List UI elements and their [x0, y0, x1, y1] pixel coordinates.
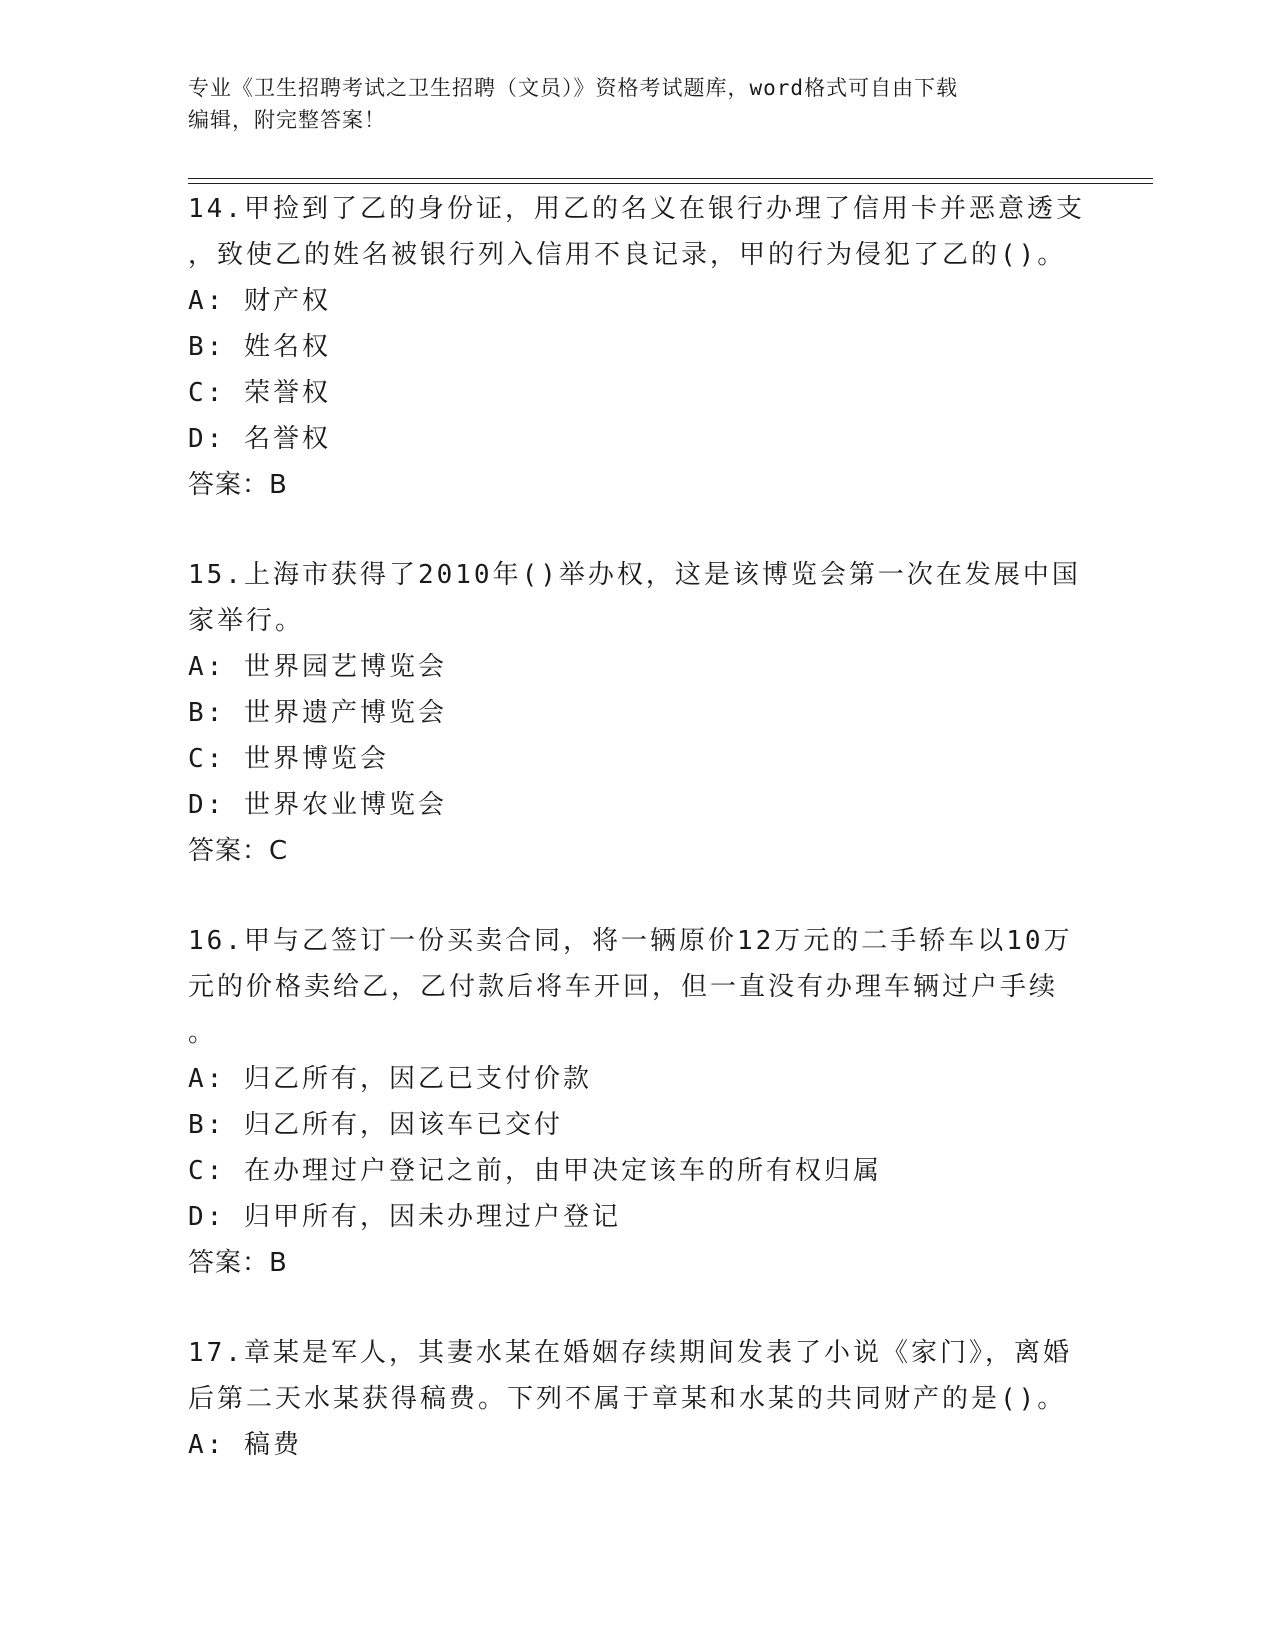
- option-a: [188, 644, 1088, 690]
- option-letter: D:: [188, 424, 226, 454]
- answer-value: B: [269, 470, 288, 500]
- question-14: [188, 186, 1088, 508]
- question-text-line: 元的价格卖给乙，乙付款后将车开回，但一直没有办理车辆过户手续: [188, 972, 1059, 1002]
- question-text-line: 16.甲与乙签订一份买卖合同，将一辆原价12万元的二手轿车以10万: [188, 926, 1073, 956]
- answer-value: C: [269, 836, 289, 866]
- option-text: 世界博览会: [243, 744, 389, 774]
- option-c: [188, 736, 1088, 782]
- option-letter: C:: [188, 744, 226, 774]
- question-text-line: ，致使乙的姓名被银行列入信用不良记录，甲的行为侵犯了乙的()。: [188, 240, 1067, 270]
- answer-label: 答案：: [188, 836, 270, 866]
- option-c: [188, 1148, 1088, 1194]
- option-b: [188, 1102, 1088, 1148]
- option-letter: A:: [188, 652, 226, 682]
- option-a: [188, 278, 1088, 324]
- question-text-line: 家举行。: [188, 606, 305, 636]
- option-letter: C:: [188, 1156, 226, 1186]
- option-text: 归甲所有，因未办理过户登记: [243, 1202, 621, 1232]
- answer-line: [188, 1240, 1088, 1286]
- option-letter: D:: [188, 790, 226, 820]
- option-letter: B:: [188, 698, 226, 728]
- option-text: 在办理过户登记之前，由甲决定该车的所有权归属: [243, 1156, 882, 1186]
- option-text: 归乙所有，因该车已交付: [243, 1110, 563, 1140]
- question-text-line: 后第二天水某获得稿费。下列不属于章某和水某的共同财产的是()。: [188, 1384, 1067, 1414]
- question-text-line: 15.上海市获得了2010年()举办权，这是该博览会第一次在发展中国: [188, 560, 1081, 590]
- option-c: [188, 370, 1088, 416]
- option-letter: A:: [188, 1064, 226, 1094]
- option-d: [188, 1194, 1088, 1240]
- option-text: 归乙所有，因乙已支付价款: [243, 1064, 592, 1094]
- option-text: 财产权: [243, 286, 331, 316]
- header-divider-top: [188, 178, 1153, 179]
- question-text-line: 17.章某是军人，其妻水某在婚姻存续期间发表了小说《家门》，离婚: [188, 1338, 1072, 1368]
- question-17: [188, 1330, 1088, 1468]
- answer-label: 答案：: [188, 1248, 270, 1278]
- answer-label: 答案：: [188, 470, 270, 500]
- header-line-1: 专业《卫生招聘考试之卫生招聘（文员）》资格考试题库，word格式可自由下载: [188, 76, 959, 100]
- option-text: 稿费: [243, 1430, 302, 1460]
- option-b: [188, 324, 1088, 370]
- option-letter: A:: [188, 1430, 226, 1460]
- option-letter: C:: [188, 378, 226, 408]
- option-d: [188, 782, 1088, 828]
- option-d: [188, 416, 1088, 462]
- answer-line: [188, 462, 1088, 508]
- question-16: [188, 918, 1088, 1286]
- option-letter: D:: [188, 1202, 226, 1232]
- header-line-2: 编辑，附完整答案！: [188, 108, 386, 132]
- option-text: 姓名权: [243, 332, 331, 362]
- option-letter: B:: [188, 332, 226, 362]
- answer-line: [188, 828, 1088, 874]
- document-header: [188, 72, 1088, 136]
- option-text: 世界园艺博览会: [243, 652, 447, 682]
- question-15: [188, 552, 1088, 874]
- option-text: 荣誉权: [243, 378, 331, 408]
- question-text-line: 14.甲捡到了乙的身份证，用乙的名义在银行办理了信用卡并恶意透支: [188, 194, 1085, 224]
- option-a: [188, 1422, 1088, 1468]
- option-letter: A:: [188, 286, 226, 316]
- header-divider-bottom: [188, 183, 1153, 184]
- option-b: [188, 690, 1088, 736]
- option-a: [188, 1056, 1088, 1102]
- option-text: 名誉权: [243, 424, 331, 454]
- option-letter: B:: [188, 1110, 226, 1140]
- option-text: 世界农业博览会: [243, 790, 447, 820]
- answer-value: B: [269, 1248, 288, 1278]
- option-text: 世界遗产博览会: [243, 698, 447, 728]
- question-text-line: 。: [188, 1018, 218, 1048]
